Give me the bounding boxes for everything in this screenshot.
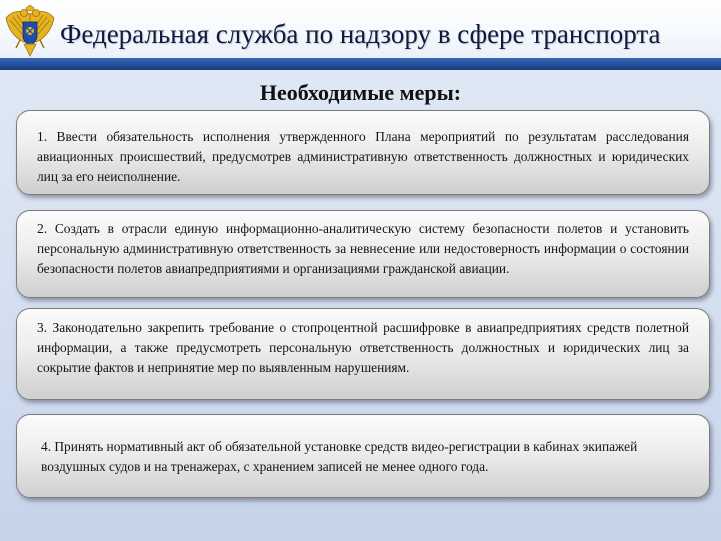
- page-title: Федеральная служба по надзору в сфере транспорта: [60, 19, 661, 49]
- header-divider: [0, 58, 721, 70]
- measure-item: 3. Законодательно закрепить требование о стопроцентной расшифровке в авиапредприятиях средств полетной информации, а также предусмотреть персональную ответственность должностных и юридических лиц за сокрытие фактов и непринятие мер по выявленным нарушениям.: [16, 308, 710, 400]
- header: [0, 0, 721, 62]
- section-title: Необходимые меры:: [259, 80, 462, 105]
- russian-eagle-emblem-icon: [4, 4, 56, 58]
- measure-item: 2. Создать в отрасли единую информационно-аналитическую систему безопасности полетов и установить персональную административную ответственность за невнесение или недостоверность информации о состоянии безопасности полетов авиапредприятиями и организациями гражданской авиации.: [16, 210, 710, 298]
- measure-item: 4. Принять нормативный акт об обязательной установке средств видео-регистрации в кабинах экипажей воздушных судов и на тренажерах, с хранением записей не менее одного года.: [16, 414, 710, 498]
- measure-item: 1. Ввести обязательность исполнения утвержденного Плана мероприятий по результатам расследования авиационных происшествий, предусмотрев административную ответственность должностных и юридических лиц за его неисполнение.: [16, 110, 710, 195]
